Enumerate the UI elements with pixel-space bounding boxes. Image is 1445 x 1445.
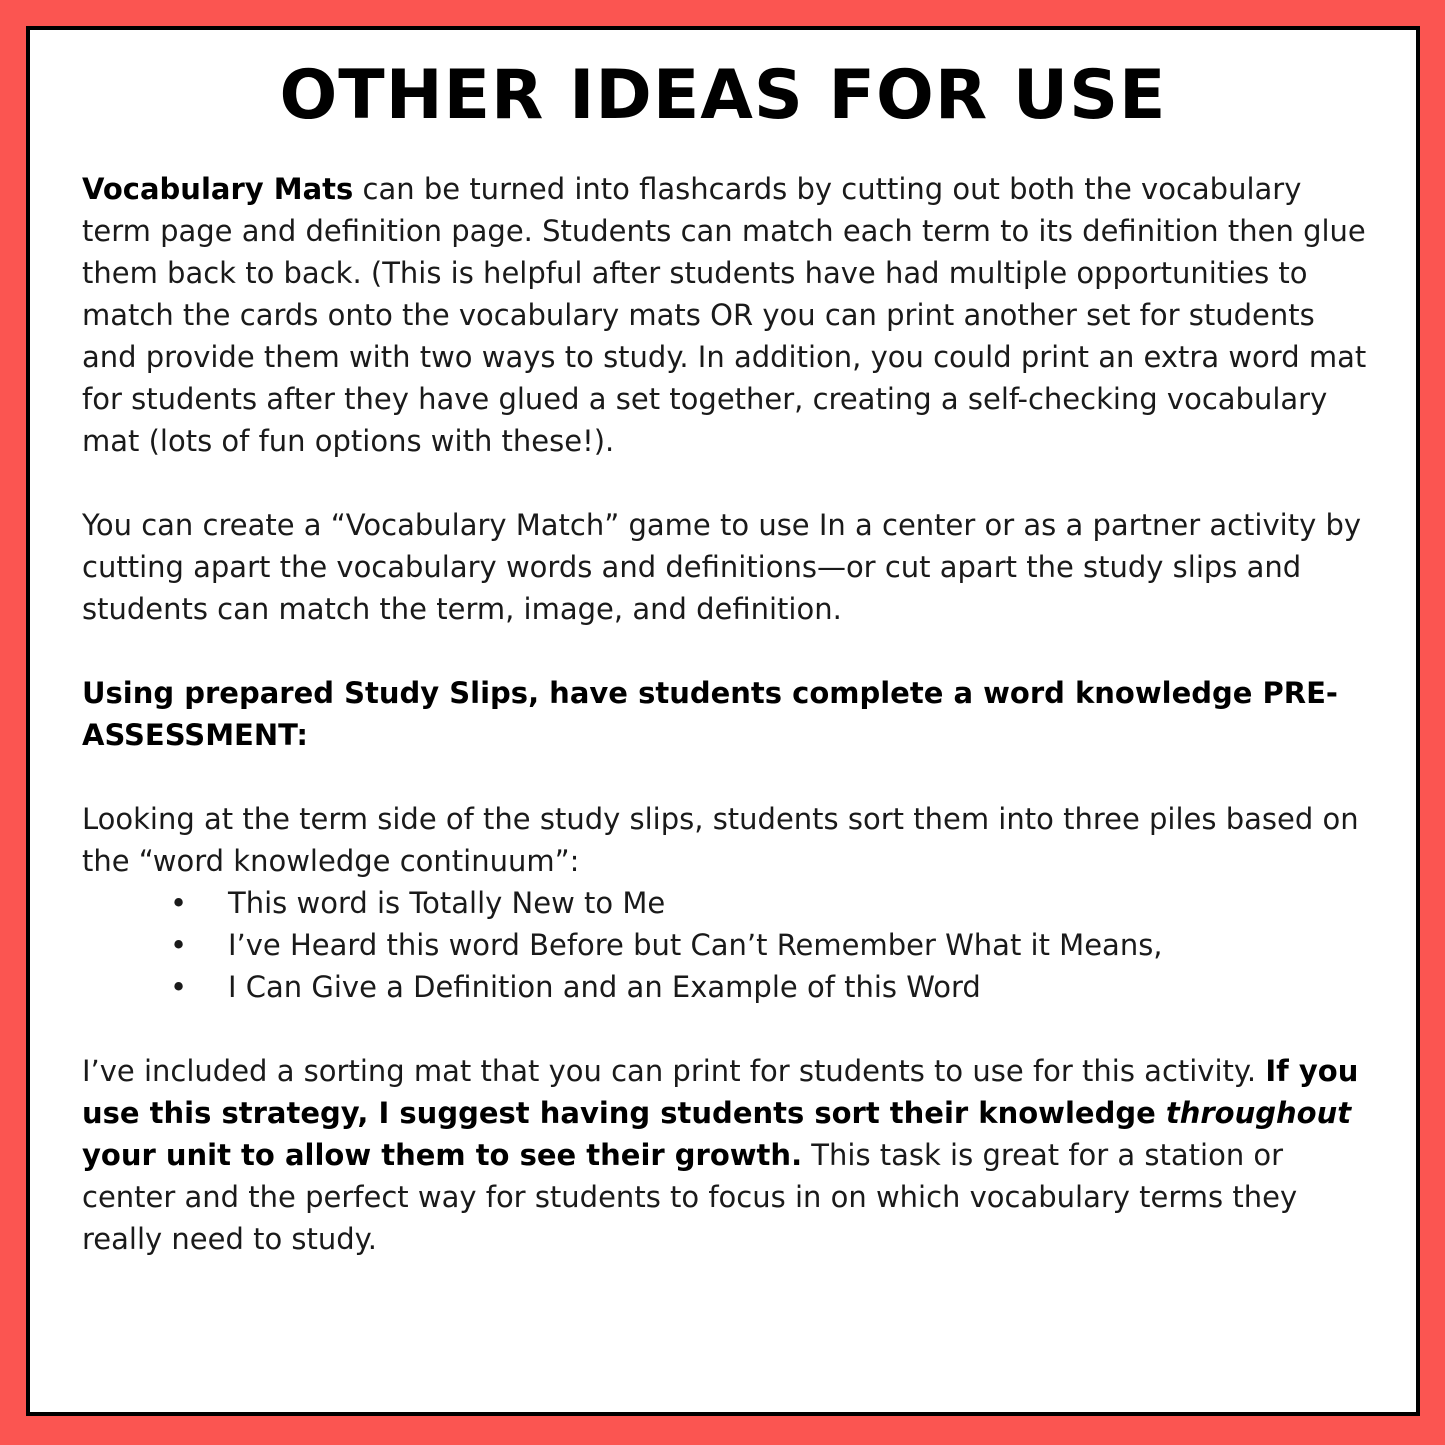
word-knowledge-list [82,882,1372,1008]
sorting-mat-text-end: This task is great for a station or center and the perfect way for students to focus in on which vocabulary terms they really need to study. [82,1138,1298,1256]
vocabulary-mats-lead: Vocabulary Mats [82,172,354,206]
vocabulary-mats-text: can be turned into flashcards by cutting out both the vocabulary term page and definition page. Students can match each term to its definition then glue them back to back. (This is helpful after students have had multiple opportunities to match the cards onto the vocabulary mats OR you can print another set for students and provide them with two ways to study. In addition, you could print an extra word mat for students after they have glued a set together, creating a self-checking vocabulary mat (lots of fun options with these!). [82,172,1367,458]
bullet-icon: • [170,970,188,1004]
paragraph-word-knowledge: Looking at the term side of the study slips, students sort them into three piles based on the “word knowledge continuum”: [82,802,1359,878]
pre-assessment-heading-text: Using prepared Study Slips, have students complete a word knowledge PRE-ASSESSMENT: [82,676,1338,752]
document-page [26,26,1420,1416]
sorting-mat-text-start: I’ve included a sorting mat that you can print for students to use for this activity. [82,1054,1266,1088]
list-item [170,924,1372,966]
list-item-text: I’ve Heard this word Before but Can’t Remember What it Means, [228,928,1163,962]
bullet-icon: • [170,928,188,962]
sorting-mat-bold-start: If you use this strategy, I suggest having students sort their knowledge [82,1054,1359,1130]
paragraph-sorting-mat [82,1050,1372,1260]
list-item [170,966,1372,1008]
document-body [82,168,1372,1260]
sorting-mat-bold-italic: throughout [1165,1096,1352,1130]
list-item-text: I Can Give a Definition and an Example of this Word [228,970,981,1004]
list-item-text: This word is Totally New to Me [228,886,666,920]
bullet-icon: • [170,886,188,920]
pre-assessment-heading [82,672,1372,756]
sorting-mat-bold-end: your unit to allow them to see their growth. [82,1138,803,1172]
page-title: OTHER IDEAS FOR USE [279,56,1167,135]
list-item [170,882,1372,924]
paragraph-vocabulary-match: You can create a “Vocabulary Match” game to use In a center or as a partner activity by cutting apart the vocabulary words and definitions—or cut apart the study slips and students can match the term, image, and definition. [82,508,1362,626]
paragraph-vocabulary-mats [82,168,1372,462]
